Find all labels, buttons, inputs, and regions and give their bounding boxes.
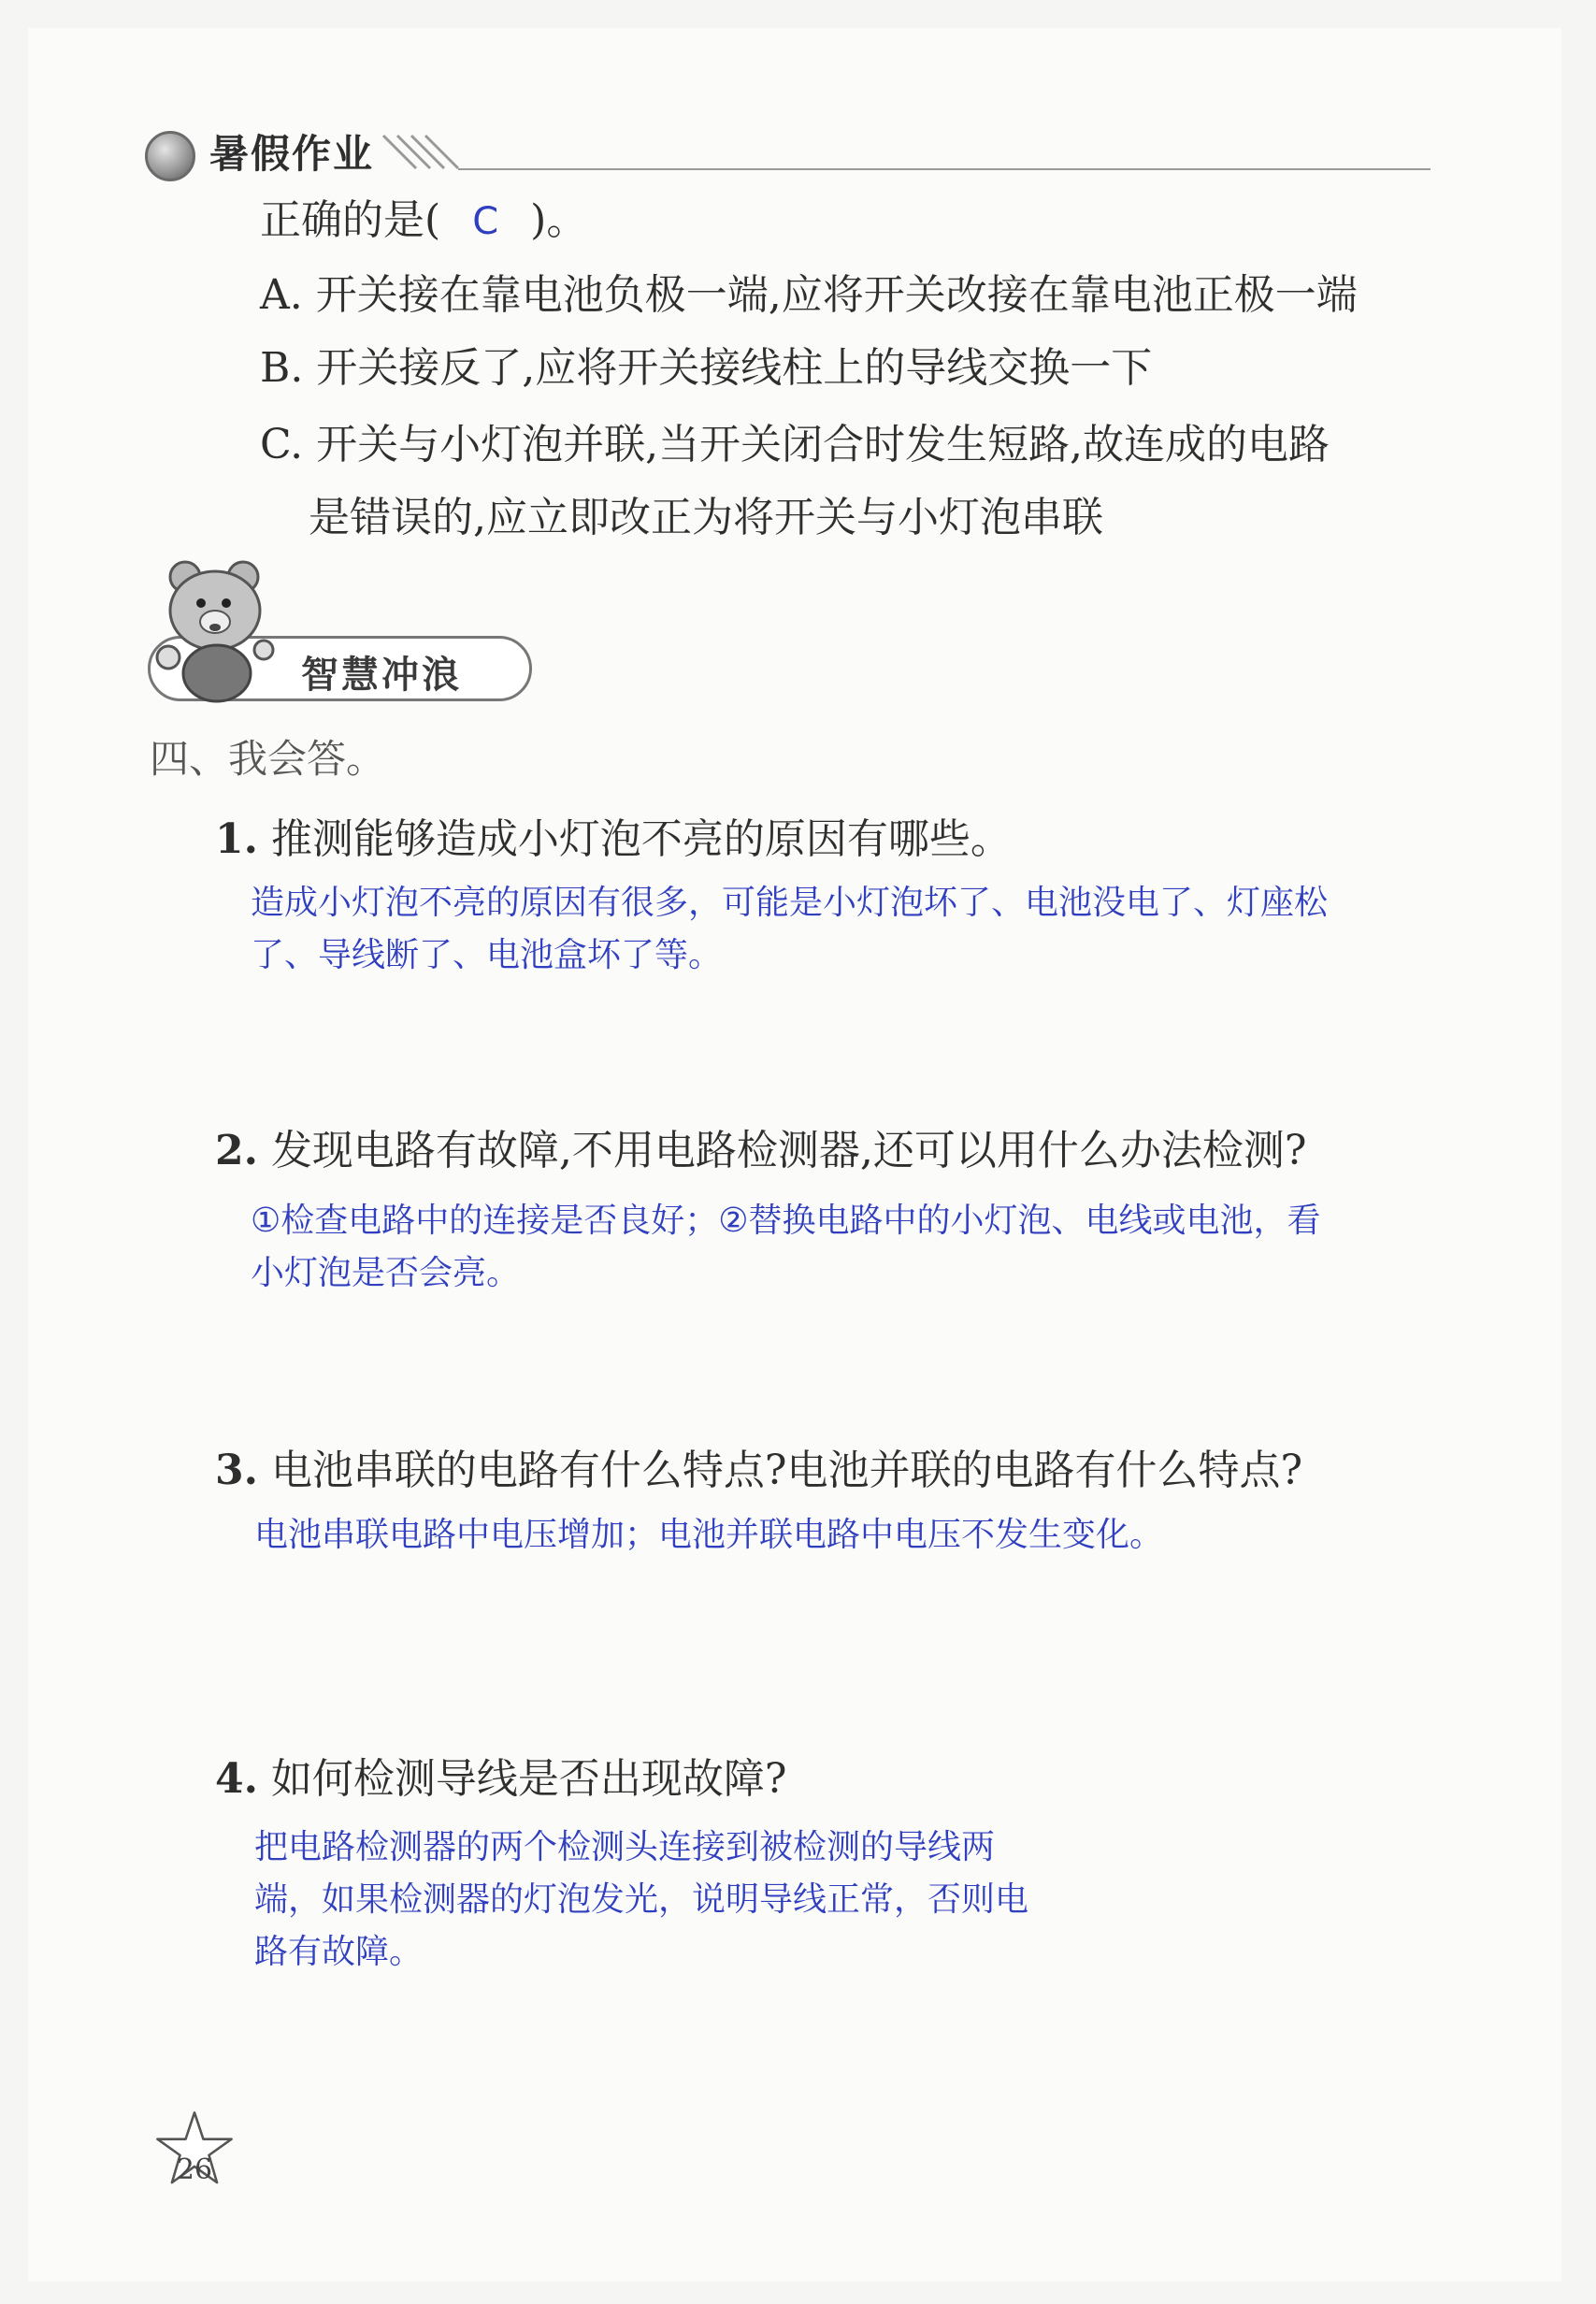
filled-answer: C	[472, 200, 499, 243]
bear-mascot-icon	[150, 556, 299, 706]
question-text: 发现电路有故障,不用电路检测器,还可以用什么办法检测?	[270, 1127, 1307, 1174]
answer-2	[251, 1195, 1321, 1300]
answer-line: 小灯泡是否会亮。	[251, 1253, 521, 1292]
answer-3	[254, 1509, 1163, 1562]
answer-line: 路有故障。	[254, 1932, 424, 1971]
question-text: 电池串联的电路有什么特点?电池并联的电路有什么特点?	[270, 1447, 1303, 1494]
header-slash-lines-icon	[379, 131, 463, 173]
option-c: C. 开关与小灯泡并联,当开关闭合时发生短路,故连成的电路	[260, 421, 1330, 468]
header-bullet-icon	[145, 131, 195, 181]
option-a: A. 开关接在靠电池负极一端,应将开关改接在靠电池正极一端	[260, 271, 1358, 319]
question-text: 如何检测导线是否出现故障?	[270, 1755, 787, 1803]
answer-line: ①检查电路中的连接是否良好；②替换电路中的小灯泡、电线或电池，看	[251, 1202, 1321, 1240]
answer-line: 端，如果检测器的灯泡发光，说明导线正常，否则电	[254, 1879, 1029, 1919]
section-heading: 四、我会答。	[150, 736, 386, 782]
page-number: 26	[176, 2153, 213, 2186]
question-text: 推测能够造成小灯泡不亮的原因有哪些。	[270, 815, 1012, 863]
question-1	[215, 814, 1012, 865]
option-c-continued: 是错误的,应立即改正为将开关与小灯泡串联	[309, 494, 1103, 541]
question-number: 1.	[215, 815, 258, 863]
option-b: B. 开关接反了,应将开关接线柱上的导线交换一下	[260, 344, 1153, 392]
answer-1	[251, 877, 1328, 982]
header-title: 暑假作业	[209, 131, 375, 177]
question-4	[215, 1753, 787, 1805]
question-2	[215, 1125, 1307, 1176]
question-3	[215, 1445, 1302, 1496]
header-rule	[458, 168, 1431, 170]
stem-suffix: )。	[530, 196, 588, 244]
answer-4	[254, 1822, 1028, 1978]
section-banner-title: 智慧冲浪	[301, 654, 462, 697]
question-number: 4.	[215, 1755, 258, 1803]
answer-line: 电池串联电路中电压增加；电池并联电路中电压不发生变化。	[254, 1516, 1164, 1554]
question-number: 3.	[215, 1447, 258, 1494]
stem-prefix: 正确的是(	[260, 196, 441, 244]
answer-line: 造成小灯泡不亮的原因有很多，可能是小灯泡坏了、电池没电了、灯座松	[251, 884, 1329, 922]
top-question-stem	[260, 194, 587, 246]
question-number: 2.	[215, 1127, 258, 1174]
answer-line: 把电路检测器的两个检测头连接到被检测的导线两	[254, 1828, 996, 1866]
answer-line: 了、导线断了、电池盒坏了等。	[251, 935, 723, 974]
